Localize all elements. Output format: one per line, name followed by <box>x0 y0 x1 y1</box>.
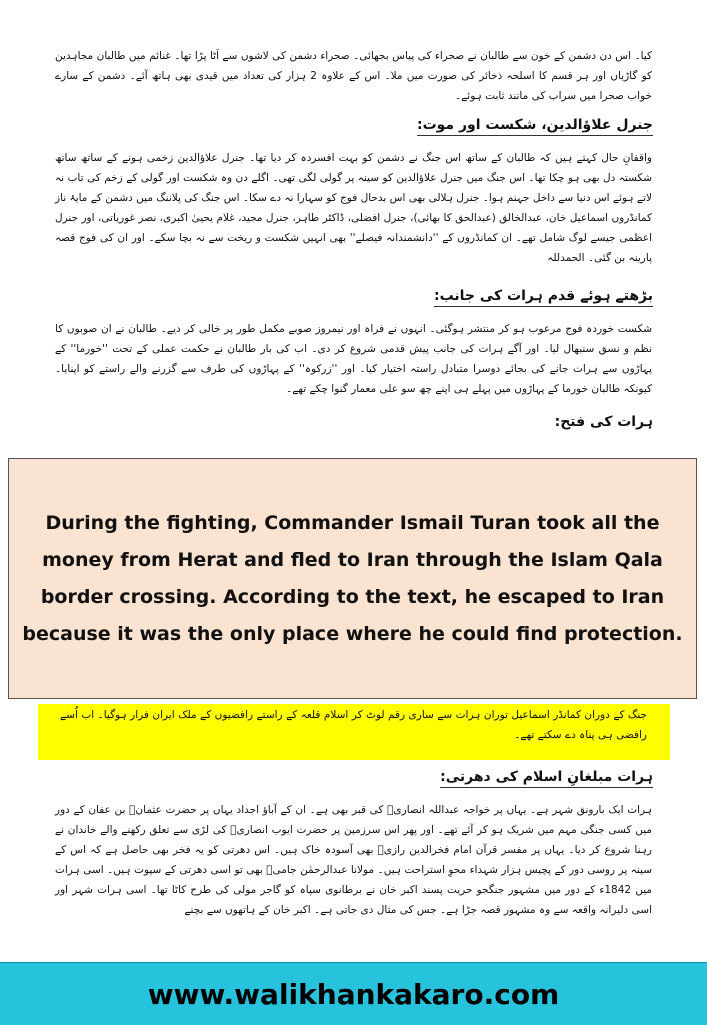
heading-herat-land-of-preachers: ہرات مبلغانِ اسلام کی دھرتی: <box>440 768 653 788</box>
english-translation-callout <box>8 458 697 699</box>
paragraph-highlighted-ismail: جنگ کے دوران کمانڈر اسماعیل توران ہرات سے ساری رقم لوٹ کر اسلام قلعہ کے راستے رافضیوں کے ملک ایران فرار ہوگیا۔ اب اُسے رافضی ہی پناہ دے سکتے تھے۔ <box>60 709 647 741</box>
callout-text: During the fighting, Commander Ismail Turan took all the money from Herat and fled to Iran through the Islam Qala border crossing. According to the text, he escaped to Iran because it was the only place where he could find protection. <box>22 511 683 645</box>
website-url[interactable]: www.walikhankakaro.com <box>147 977 560 1011</box>
paragraph-advance-to-herat: شکست خوردہ فوج مرعوب ہو کر منتشر ہوگئی۔ انہوں نے فراہ اور نیمروز صوبے مکمل طور پر خالی کر دیے۔ طالبان نے ان صوبوں کا نظم و نسق سنبھال لیا۔ اور آگے ہرات کی جانب پیش قدمی شروع کر دی۔ اب کی بار طالبان نے حکمت عملی کے تحت ''خورما'' کے پہاڑوں سے ہرات جانے کی بجائے دوسرا متبادل راستہ اختیار کیا۔ اور ''زرکوہ'' کے پہاڑوں کی طرف سے گزرنے والے راستے کو اپنایا۔ کیونکہ طالبان خورما کے پہاڑوں میں پہلے ہی اپنے چھ سو علی معمار گنوا چکے تھے۔ <box>55 323 652 395</box>
paragraph-general-alauddin: واقفانِ حال کہتے ہیں کہ طالبان کے ساتھ اس جنگ نے دشمن کو بہت افسردہ کر دیا تھا۔ جنرل علاؤالدین زخمی ہونے کے ساتھ ساتھ شکستہ دل بھی ہو چکا تھا۔ اس جنگ میں جنرل علاؤالدین کو سینہ پر گولی لگی تھی۔ اگلے دن وہ شکست اور گولی کے زخم کی تاب نہ لاتے ہوئے اس دنیا سے داخل جہنم ہوا۔ جنرل ہلالی بھی اس بدحال فوج کو سہارا نہ دے سکا۔ اس جنگ کی پلاننگ میں دشمن کے مایۂ ناز کمانڈروں اسماعیل خان، عبدالخالق (عبدالحق کا بھائی)، جنرل افضلی، ڈاکٹر طاہر، جنرل مجید، غلام یحییٰ اکبری، نصر غوریاتی، اور جنرل اعظمی جیسے لوگ شامل تھے۔ ان کمانڈروں کے ''دانشمندانہ فیصلے'' بھی انہیں شکست و ریخت سے نہ بچا سکے۔ اور ان کی فوج قصہ پارینہ بن گئی۔ الحمدللہ <box>55 152 652 264</box>
paragraph-intro: کیا۔ اس دن دشمن کے خون سے طالبان نے صحراء کی پیاس بجھائی۔ صحراء دشمن کی لاشوں سے اَٹا پڑا تھا۔ غنائم میں طالبان مجاہدین کو گاڑیاں اور ہر قسم کا اسلحہ ذخائر کی صورت میں ملا۔ اس کے علاوہ 2 ہزار کی تعداد میں قیدی بھی ہاتھ آئے۔ دشمن کے سارے خواب صحرا میں سراب کی مانند ثابت ہوئے۔ <box>55 50 652 102</box>
heading-conquest-of-herat: ہرات کی فتح: <box>554 414 653 430</box>
heading-advance-to-herat: بڑھتے ہوئے قدم ہرات کی جانب: <box>434 287 653 307</box>
footer-banner <box>0 962 707 1025</box>
heading-general-alauddin: جنرل علاؤالدین، شکست اور موت: <box>417 116 653 136</box>
paragraph-herat-history: ہرات ایک بارونق شہر ہے۔ یہاں پر خواجہ عبداللہ انصاریؒ کی قبر بھی ہے۔ ان کے آباؤ اجداد یہاں پر حضرت عثمانؓ بن عفان کے دور میں کسی جنگی مہم میں شریک ہو کر آئے تھے۔ اور پھر اس سرزمین پر حضرت ایوب انصاریؓ کی لڑی سے تعلق رکھنے والے خاندان نے رہنا شروع کر دیا۔ یہاں پر مفسر قرآن امام فخرالدین رازیؒ بھی آسودہ خاک ہیں۔ اس دھرتی کو یہ فخر بھی حاصل ہے کہ اس کے سینہ پر روسی دور کے پچیس ہزار شہداء محوِ استراحت ہیں۔ مولانا عبدالرحمٰن جامیؒ بھی تو اسی دھرتی کے سپوت ہیں۔ اسی ہرات میں 1842ء کے دور میں مشہور جنگجو حریت پسند اکبر خان نے برطانوی سپاہ کو گاجر مولی کی طرح کاٹا تھا۔ اسی ہرات شہر اور اسی دلیرانہ واقعہ سے وہ مشہور قصہ جڑا ہے۔ جس کی مثال دی جاتی ہے۔ اکبر خان کے ہاتھوں سے بچنے <box>55 804 652 916</box>
